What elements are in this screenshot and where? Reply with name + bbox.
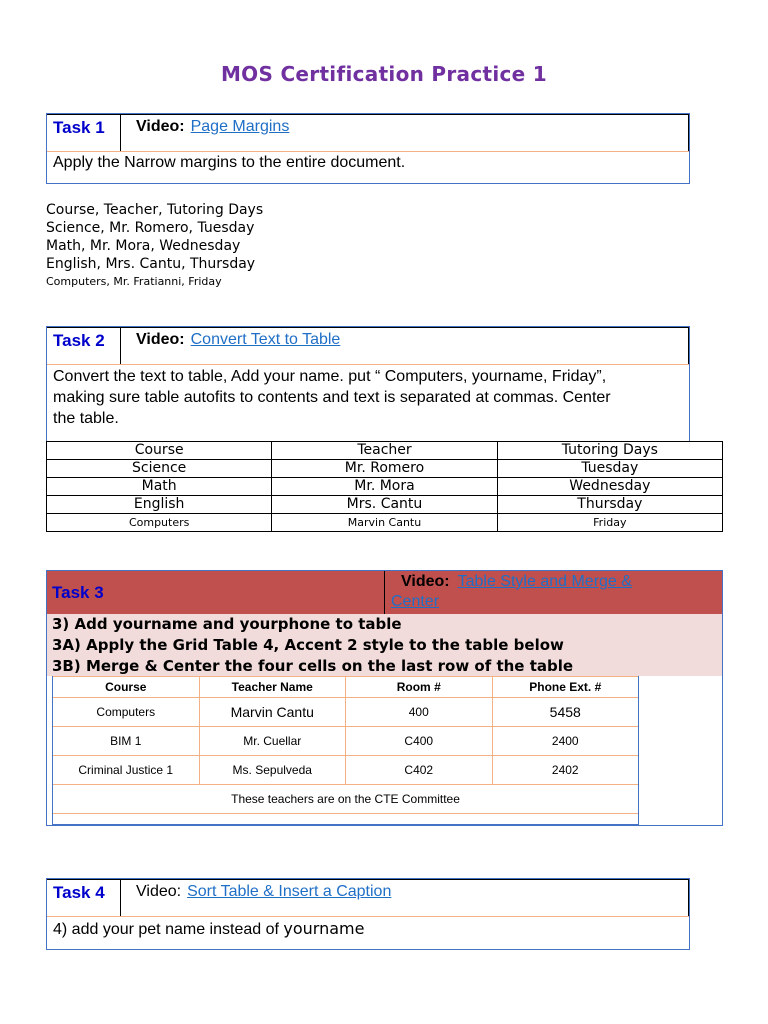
table-header-cell: Phone Ext. # [492,677,639,698]
task3-video-link-line1: Table Style and Merge & [457,573,632,590]
task2-instruction [53,366,683,429]
task3-video-label: Video: [401,573,450,590]
table-cell: Marvin Cantu [272,514,497,532]
table-cell: Wednesday [497,478,722,496]
table-cell: Tuesday [497,460,722,478]
task2-label: Task 2 [53,331,105,350]
table-header-row [53,677,639,698]
table-cell: Course [47,442,272,460]
task4-id-cell [47,879,121,916]
text-line: Math, Mr. Mora, Wednesday [46,238,241,254]
task4-header [47,879,689,917]
task4-label: Task 4 [53,883,105,902]
table-cell: Friday [497,514,722,532]
table-cell: Math [47,478,272,496]
task1-video-label-wrap [136,118,289,136]
table-cell: Teacher [272,442,497,460]
table-row [47,478,723,496]
table-cell: Criminal Justice 1 [53,756,200,785]
table-merged-cell: These teachers are on the CTE Committee [53,785,639,814]
table-cell: 2400 [492,727,639,756]
table-cell: C402 [346,756,493,785]
task1-id-cell [47,114,121,151]
task3-instruction-line: 3) Add yourname and yourphone to table [52,615,402,633]
table-row [47,496,723,514]
task4-instruction [53,918,683,940]
task3-table [52,676,639,814]
task2-video-label-wrap [136,331,340,349]
task4-instruction-word: yourname [283,919,365,938]
task3-instruction-line: 3B) Merge & Center the four cells on the last row of the table [52,657,574,675]
task3-video-cell [384,570,723,614]
task3-instructions [46,614,723,676]
table-cell: Tutoring Days [497,442,722,460]
task3-header [46,570,723,614]
table-cell: Mr. Romero [272,460,497,478]
table-cell: Ms. Sepulveda [199,756,346,785]
table-cell: Thursday [497,496,722,514]
task2-table [46,441,723,532]
task1-video-label: Video: [136,118,185,135]
table-cell: Mrs. Cantu [272,496,497,514]
task4-box [46,878,690,950]
task4-video-label-wrap [136,883,391,901]
task4-video-link[interactable]: Sort Table & Insert a Caption [187,883,392,900]
task4-video-cell [121,879,689,916]
task2-box [46,326,690,442]
table-cell: Mr. Mora [272,478,497,496]
text-line: Computers, Mr. Fratianni, Friday [46,275,222,288]
table-row [53,727,639,756]
table-row [47,442,723,460]
table-header-cell: Teacher Name [199,677,346,698]
table-cell: 400 [346,698,493,727]
task1-box [46,113,690,184]
table-cell: C400 [346,727,493,756]
task1-video-link[interactable]: Page Margins [190,118,290,135]
source-text-block [46,201,263,291]
table-cell: BIM 1 [53,727,200,756]
task2-video-link[interactable]: Convert Text to Table [190,331,341,348]
task2-id-cell [47,327,121,364]
table-cell: Marvin Cantu [199,698,346,727]
task1-label: Task 1 [53,118,105,137]
task3-instruction-line: 3A) Apply the Grid Table 4, Accent 2 style to the table below [52,636,564,654]
table-cell: English [47,496,272,514]
table-merged-row [53,785,639,814]
task3-id-cell [46,570,384,614]
text-line: English, Mrs. Cantu, Thursday [46,256,256,272]
task4-video-label: Video: [136,883,182,900]
table-cell: Mr. Cuellar [199,727,346,756]
task3-video-link-line2: Center [391,593,440,610]
task3-instruction-list [52,614,573,677]
task1-header [47,114,689,152]
task2-video-cell [121,327,689,364]
task2-instruction-line: making sure table autofits to contents and text is separated at commas. Center [53,389,611,406]
table-row [53,698,639,727]
task1-instruction: Apply the Narrow margins to the entire document. [53,154,406,171]
task2-instruction-line: Convert the text to table, Add your name. put “ Computers, yourname, Friday”, [53,368,607,385]
table-row [47,514,723,532]
table-cell: Computers [47,514,272,532]
page-title: MOS Certification Practice 1 [220,62,548,86]
table-header-cell: Course [53,677,200,698]
table-row [47,460,723,478]
task2-video-label: Video: [136,331,185,348]
task2-instruction-line: the table. [53,410,119,427]
task2-header [47,327,689,365]
task4-instruction-prefix: 4) add your pet name instead of [53,921,284,938]
table-header-cell: Room # [346,677,493,698]
task3-video-wrap [391,572,632,612]
text-line: Course, Teacher, Tutoring Days [46,202,264,218]
table-cell: Science [47,460,272,478]
table-cell: 5458 [492,698,639,727]
table-row [53,756,639,785]
task1-video-cell [121,114,689,151]
table-cell: Computers [53,698,200,727]
table-cell: 2402 [492,756,639,785]
task3-label: Task 3 [52,583,104,602]
text-line: Science, Mr. Romero, Tuesday [46,220,255,236]
